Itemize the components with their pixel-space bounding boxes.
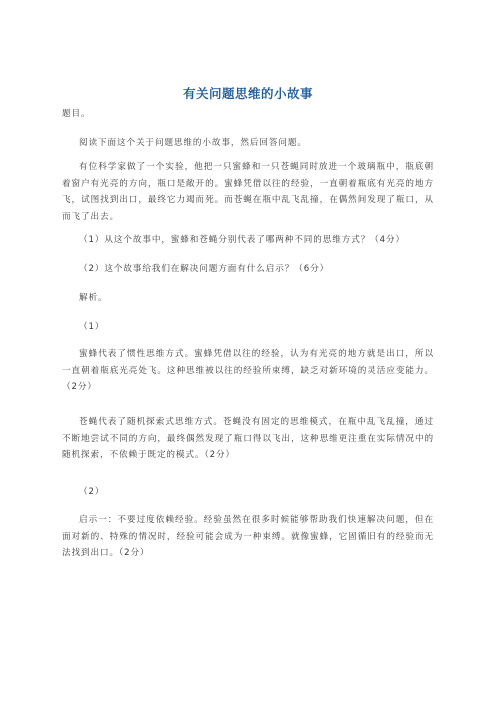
story-paragraph: 有位科学家做了一个实验，他把一只蜜蜂和一只苍蝇同时放进一个玻璃瓶中，瓶底朝着窗户有光亮的方向，瓶口是敞开的。蜜蜂凭借以往的经验，一直朝着瓶底有光亮的地方飞，试图找到出口，最终它力竭而死。而苍蝇在瓶中乱飞乱撞，在偶然间发现了瓶口，从而飞了出去。 [62, 162, 434, 222]
question-1: （1）从这个故事中，蜜蜂和苍蝇分别代表了哪两种不同的思维方式？（4分） [79, 235, 406, 245]
document-title: 有关问题思维的小故事 [182, 86, 313, 101]
answer-2-label: （2） [79, 487, 105, 497]
question-2: （2）这个故事给我们在解决问题方面有什么启示？（6分） [79, 264, 330, 274]
question-header: 题目。 [62, 109, 91, 119]
answer-2-insight-1: 启示一：不要过度依赖经验。经验虽然在很多时候能够帮助我们快速解决问题，但在面对新的、特殊的情况时，经验可能会成为一种束缚。就像蜜蜂，它固循旧有的经验而无法找到出口。（2分） [62, 515, 434, 558]
analysis-heading: 解析。 [79, 293, 108, 303]
answer-1-bee-paragraph: 蜜蜂代表了惯性思维方式。蜜蜂凭借以往的经验，认为有光亮的地方就是出口，所以一直朝着瓶底光亮处飞。这种思维被以往的经验所束缚，缺乏对新环境的灵活应变能力。（2分） [62, 349, 434, 392]
answer-1-fly-paragraph: 苍蝇代表了随机探索式思维方式。苍蝇没有固定的思维模式，在瓶中乱飞乱撞，通过不断地尝试不同的方向，最终偶然发现了瓶口得以飞出，这种思维更注重在实际情况中的随机探索，不依赖于既定的模式。（2分） [62, 417, 434, 460]
intro-text: 阅读下面这个关于问题思维的小故事，然后回答问题。 [79, 138, 307, 148]
answer-1-label: （1） [79, 322, 105, 332]
